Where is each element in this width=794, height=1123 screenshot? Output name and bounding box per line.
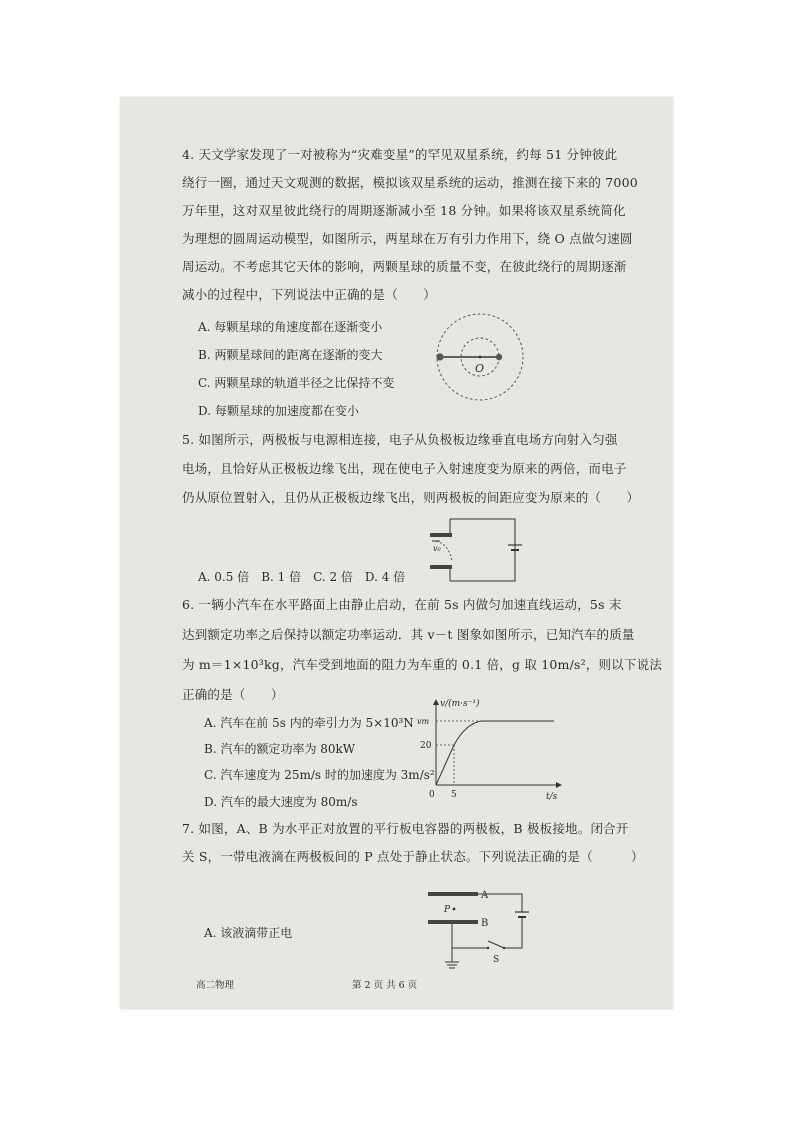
center-point	[479, 356, 482, 359]
footer-page-number: 第 2 页 共 6 页	[352, 980, 418, 991]
q4-option-d: D. 每颗星球的加速度都在变小	[198, 404, 359, 418]
q4-line-5: 周运动。不考虑其它天体的影响，两颗星球的质量不变，在彼此绕行的周期逐渐	[182, 259, 627, 274]
accel-segment	[436, 745, 454, 785]
q4-line-3: 万年里，这对双星彼此绕行的周期逐渐减小至 18 分钟。如果将该双星系统简化	[182, 203, 626, 218]
q5-options: A. 0.5 倍 B. 1 倍 C. 2 倍 D. 4 倍	[198, 570, 406, 584]
q4-line-2: 绕行一圈，通过天文观测的数据，模拟该双星系统的运动，推测在接下来的 7000	[182, 175, 638, 190]
q5-line-1: 5. 如图所示，两极板与电源相连接，电子从负极板边缘垂直电场方向射入匀强	[182, 432, 618, 447]
star-large	[436, 353, 443, 360]
top-plate	[430, 533, 452, 537]
q7-option-a: A. 该液滴带正电	[204, 926, 293, 940]
binary-star-figure	[430, 305, 530, 409]
q6-line-2: 达到额定功率之后保持以额定功率运动．其 v－t 图象如图所示，已知汽车的质量	[182, 627, 635, 642]
switch-s	[488, 941, 504, 948]
footer-subject: 高二物理	[196, 980, 235, 991]
q4-option-a: A. 每颗星球的角速度都在逐渐变小	[198, 320, 383, 334]
q4-line-4: 为理想的圆周运动模型，如图所示，两星球在万有引力作用下，绕 O 点做匀速圆	[182, 231, 633, 246]
center-label: O	[475, 362, 485, 375]
q5-line-2: 电场，且恰好从正极板边缘飞出，现在使电子入射速度变为原来的两倍，而电子	[182, 461, 627, 476]
q5-line-3: 仍从原位置射入，且仍从正极板边缘飞出，则两极板的间距应变为原来的（ ）	[182, 490, 640, 505]
q7-line-2: 关 S，一带电液滴在两极板间的 P 点处于静止状态。下列说法正确的是（ ）	[182, 849, 644, 864]
x-tick-5: 5	[451, 790, 457, 800]
x-tick-0: 0	[429, 790, 435, 800]
x-axis-label: t/s	[546, 792, 558, 802]
power-curve	[454, 721, 554, 745]
q6-option-c: C. 汽车速度为 25m/s 时的加速度为 3m/s²	[204, 768, 435, 782]
q6-line-4: 正确的是（ ）	[182, 687, 284, 702]
q4-line-6: 减小的过程中，下列说法中正确的是（ ）	[182, 287, 437, 302]
q6-option-d: D. 汽车的最大速度为 80m/s	[204, 795, 358, 809]
velocity-label: v₀	[433, 544, 441, 553]
q6-option-a: A. 汽车在前 5s 内的牵引力为 5×10³N	[204, 716, 414, 730]
capacitor-circuit-figure	[422, 882, 552, 974]
q4-option-b: B. 两颗星球间的距离在逐渐的变大	[198, 348, 383, 362]
q6-line-1: 6. 一辆小汽车在水平路面上由静止启动，在前 5s 内做匀加速直线运动，5s 末	[182, 597, 622, 612]
q7-line-1: 7. 如图，A、B 为水平正对放置的平行板电容器的两极板，B 极板接地。闭合开	[182, 821, 629, 836]
q6-option-b: B. 汽车的额定功率为 80kW	[204, 742, 356, 756]
circuit-wire	[450, 519, 515, 581]
capacitor-electron-figure	[420, 515, 525, 587]
plate-b-label: B	[481, 918, 489, 929]
y-axis-label: v/(m·s⁻¹)	[440, 699, 480, 709]
q6-line-3: 为 m＝1×10³kg，汽车受到地面的阻力为车重的 0.1 倍，g 取 10m/s²，则以下说法	[182, 657, 663, 672]
vm-label: vm	[417, 717, 430, 726]
plate-a-label: A	[481, 890, 489, 901]
vt-graph	[416, 695, 566, 807]
exam-page	[120, 97, 673, 1009]
point-p-label: P	[444, 905, 451, 915]
star-small	[496, 354, 502, 360]
y-tick-20: 20	[420, 741, 432, 751]
bottom-plate	[430, 565, 452, 569]
plate-b	[428, 920, 478, 924]
switch-label: S	[493, 955, 500, 965]
droplet-point	[453, 908, 456, 911]
q4-line-1: 4. 天文学家发现了一对被称为“灾难变星”的罕见双星系统，约每 51 分钟彼此	[182, 147, 618, 162]
q4-option-c: C. 两颗星球的轨道半径之比保持不变	[198, 376, 395, 390]
plate-a	[428, 892, 478, 896]
